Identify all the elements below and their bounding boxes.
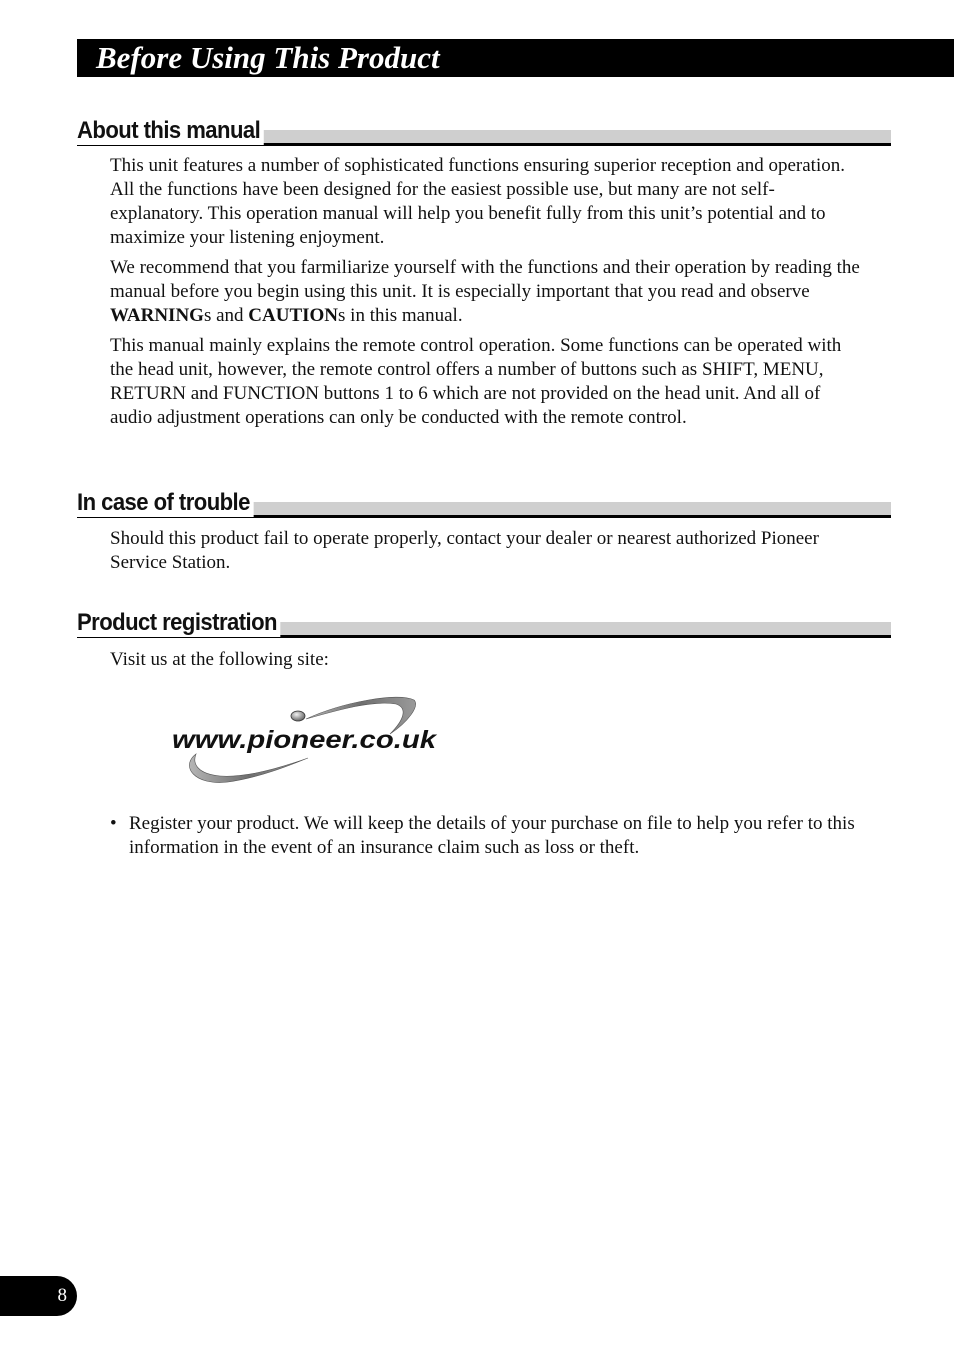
warning-term: WARNING <box>110 305 204 326</box>
dot-ball <box>291 711 305 721</box>
page-title: Before Using This Product <box>96 40 440 75</box>
heading-label: About this manual <box>77 117 264 145</box>
caution-term: CAUTION <box>248 305 339 326</box>
pioneer-website-logo <box>168 692 443 788</box>
registration-paragraph: Visit us at the following site: <box>110 649 329 670</box>
section-heading-trouble <box>77 489 891 521</box>
page-number-tab <box>0 1276 77 1316</box>
about-paragraph-1: This unit features a number of sophisticated functions ensuring superior reception and operation. All the functions have been designed for the easiest possible use, but many are not self-explanatory. This operation manual will help you benefit fully from this unit’s potential and to maximize your listening enjoyment. <box>110 155 845 248</box>
section-heading-about <box>77 117 891 149</box>
heading-label: Product registration <box>77 609 281 637</box>
bullet-dot: • <box>110 813 117 834</box>
lower-swoosh <box>189 754 308 783</box>
text-run: s in this manual. <box>338 305 463 326</box>
page-number: 8 <box>57 1285 67 1306</box>
about-paragraph-2 <box>110 256 862 328</box>
page-title-bar <box>77 39 954 77</box>
bullet-item <box>110 812 862 860</box>
text-run: We recommend that you farmiliarize yourself with the functions and their operation by reading the manual before you begin using this unit. It is especially important that you read and observe <box>110 257 860 302</box>
trouble-paragraph: Should this product fail to operate properly, contact your dealer or nearest authorized Pioneer Service Station. <box>110 528 819 573</box>
logo-url-text: www.pioneer.co.uk <box>172 726 438 754</box>
about-paragraph-3: This manual mainly explains the remote control operation. Some functions can be operated with the head unit, however, the remote control offers a number of buttons such as SHIFT, MENU, RETURN and FUNCTION buttons 1 to 6 which are not provided on the head unit. And all of audio adjustment operations can only be conducted with the remote control. <box>110 335 842 428</box>
bullet-text: Register your product. We will keep the details of your purchase on file to help you refer to this information in the event of an insurance claim such as loss or theft. <box>129 813 855 858</box>
text-run: s and <box>203 305 249 326</box>
heading-label: In case of trouble <box>77 489 254 517</box>
section-heading-registration <box>77 609 891 641</box>
